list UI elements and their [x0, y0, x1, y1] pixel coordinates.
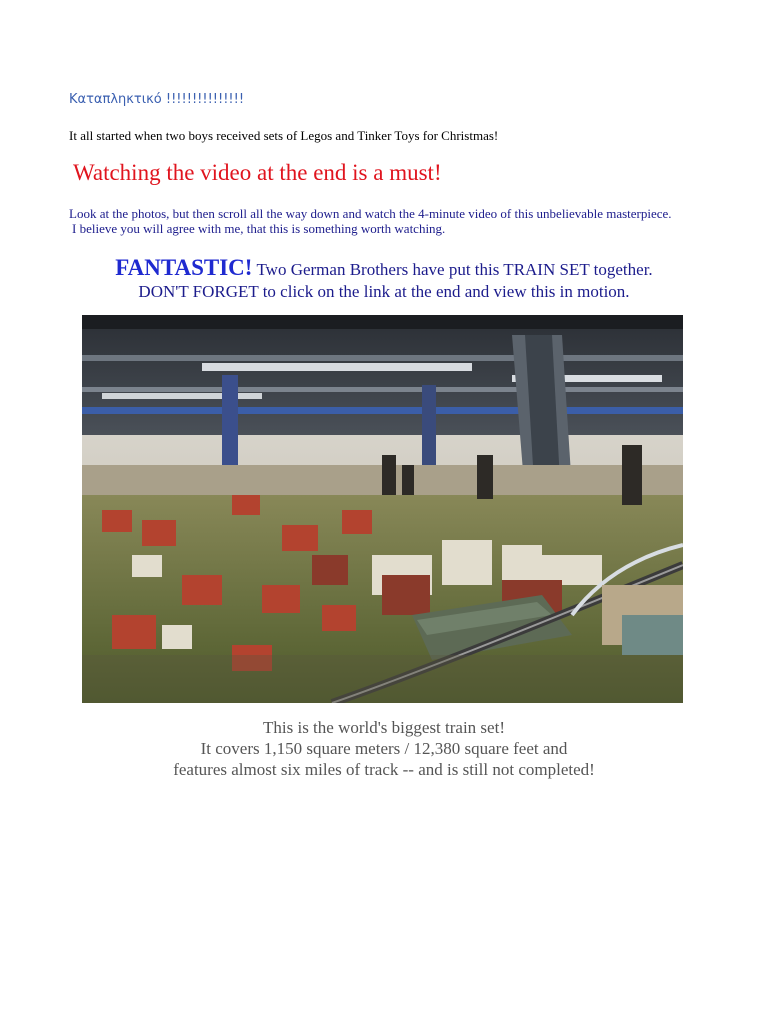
fantastic-description: Two German Brothers have put this TRAIN SET together. [256, 260, 653, 279]
fantastic-label: FANTASTIC! [115, 255, 253, 280]
fantastic-line [0, 255, 768, 281]
caption-line-2: It covers 1,150 square meters / 12,380 square feet and [200, 739, 568, 758]
instructions-line-2: I believe you will agree with me, that this is something worth watching. [72, 221, 446, 236]
instructions-line-1: Look at the photos, but then scroll all the way down and watch the 4-minute video of this unbelievable masterpiece. [69, 206, 672, 221]
intro-text: It all started when two boys received sets of Legos and Tinker Toys for Christmas! [69, 128, 499, 143]
train-set-photo [82, 315, 683, 703]
photo-caption [0, 717, 768, 780]
video-must-heading: Watching the video at the end is a must! [73, 160, 442, 185]
instructions-paragraph [69, 206, 672, 236]
dont-forget-line: DON'T FORGET to click on the link at the end and view this in motion. [138, 282, 630, 301]
greek-heading: Καταπληκτικό !!!!!!!!!!!!!!! [69, 92, 245, 107]
caption-line-3: features almost six miles of track -- and is still not completed! [173, 760, 595, 779]
caption-line-1: This is the world's biggest train set! [263, 718, 505, 737]
